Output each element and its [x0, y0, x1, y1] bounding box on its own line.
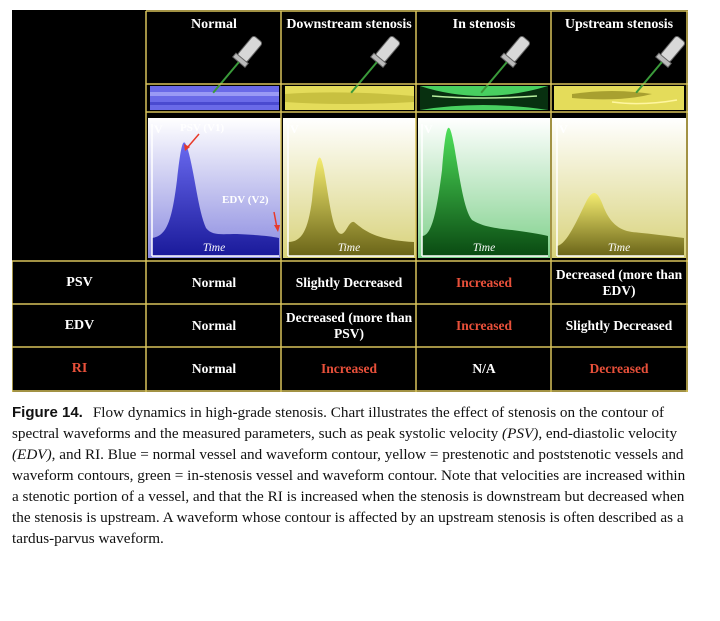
- caption-edv-abbr: (EDV): [12, 446, 52, 463]
- edv-annotation: EDV (V2): [222, 194, 269, 206]
- figure-caption: [12, 402, 692, 549]
- vessel-normal: [150, 86, 279, 110]
- time-label-normal: Time: [202, 242, 226, 254]
- cell-ri-downstream: Increased: [321, 361, 377, 376]
- column-header-normal: Normal: [191, 17, 237, 32]
- row-label-ri: RI: [71, 361, 88, 376]
- cell-edv-upstream: Slightly Decreased: [565, 318, 673, 333]
- row-label-psv: PSV: [66, 275, 93, 290]
- axis-v-label-downstream: V: [290, 122, 299, 136]
- column-header-upstream: Upstream stenosis: [564, 17, 674, 32]
- column-header-in-stenosis: In stenosis: [452, 17, 516, 32]
- row-label-edv: EDV: [64, 318, 95, 333]
- cell-psv-upstream: Decreased (more than EDV): [555, 267, 683, 298]
- axis-v-label-upstream: V: [559, 122, 568, 136]
- caption-text-3: , and RI. Blue = normal vessel and waveform contour, yellow = prestenotic and poststenotic vessels and waveform contours, green = in-stenosis vessel and waveform contour. Note that velocities are increased within a stenotic portion of a vessel, and that the RI is increased when the stenosis is downstream but decreased when the stenosis is upstream. A waveform whose contour is affected by an upstream stenosis is often described as a tardus-parvus waveform.: [12, 446, 686, 547]
- axis-v-label-normal: V: [154, 122, 163, 136]
- column-header-downstream: Downstream stenosis: [286, 17, 412, 32]
- cell-edv-in: Increased: [456, 318, 512, 333]
- figure-panel: [12, 10, 688, 392]
- cell-edv-normal: Normal: [191, 318, 237, 333]
- caption-text-1: Flow dynamics in high-grade stenosis. Chart illustrates the effect of stenosis on the contour of spectral waveforms and the measured parameters, such as peak systolic velocity: [12, 404, 665, 442]
- figure-label: Figure 14.: [12, 404, 83, 421]
- cell-psv-in: Increased: [456, 275, 512, 290]
- cell-ri-in: N/A: [472, 361, 496, 376]
- time-label-downstream: Time: [337, 242, 361, 254]
- caption-text-2: , end-diastolic velocity: [538, 425, 678, 442]
- time-label-upstream: Time: [607, 242, 631, 254]
- caption-psv-abbr: (PSV): [502, 425, 539, 442]
- cell-psv-normal: Normal: [191, 275, 237, 290]
- axis-v-label-in: V: [424, 122, 433, 136]
- psv-annotation: PSV (V1): [180, 122, 225, 134]
- cell-psv-downstream: Slightly Decreased: [295, 275, 403, 290]
- cell-ri-upstream: Decreased: [589, 361, 649, 376]
- time-label-in: Time: [472, 242, 496, 254]
- cell-ri-normal: Normal: [191, 361, 237, 376]
- cell-edv-downstream: Decreased (more than PSV): [285, 310, 413, 341]
